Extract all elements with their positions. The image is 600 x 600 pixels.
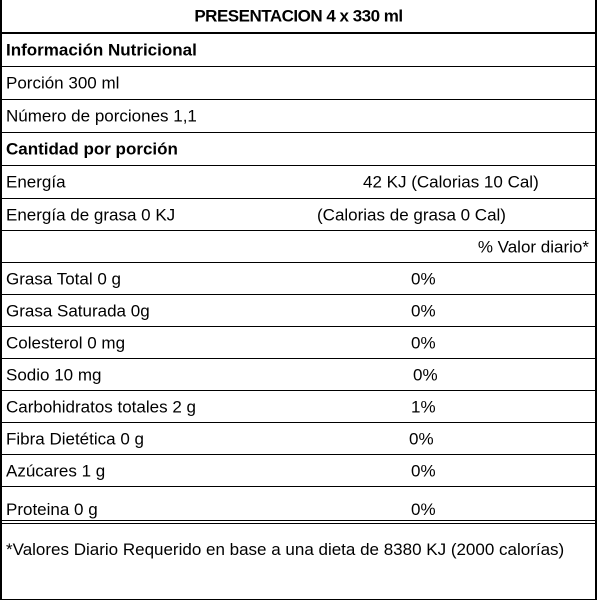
nutrient-row (2, 455, 595, 487)
num-portions-row (2, 100, 595, 133)
nutrient-row (2, 423, 595, 455)
energy-label: Energía (6, 172, 66, 192)
portion-text: Porción 300 ml (6, 73, 120, 93)
nutrient-daily-value: 1% (411, 397, 436, 416)
presentation-title-row (2, 0, 595, 34)
fat-energy-value: (Calorias de grasa 0 Cal) (317, 205, 506, 224)
nutrient-label: Sodio 10 mg (6, 365, 102, 384)
nutrient-row (2, 391, 595, 423)
nutrient-daily-value: 0% (411, 500, 436, 519)
fat-energy-label: Energía de grasa 0 KJ (6, 205, 176, 224)
nutrient-row (2, 295, 595, 327)
energy-value: 42 KJ (Calorias 10 Cal) (363, 172, 539, 192)
nutrient-label: Carbohidratos totales 2 g (6, 397, 196, 416)
nutrient-daily-value: 0% (411, 301, 436, 320)
amount-heading: Cantidad por porción (6, 139, 178, 159)
info-heading: Información Nutricional (6, 40, 197, 60)
nutrient-label: Colesterol 0 mg (6, 333, 126, 352)
nutrient-daily-value: 0% (411, 269, 436, 288)
presentation-title: PRESENTACION 4 x 330 ml (194, 6, 403, 26)
daily-value-header: % Valor diario* (477, 237, 589, 256)
info-heading-row (2, 34, 595, 67)
nutrient-daily-value: 0% (411, 333, 436, 352)
footnote: *Valores Diario Requerido en base a una dieta de 8380 KJ (2000 calorías) (2, 529, 595, 600)
nutrient-label: Grasa Total 0 g (6, 269, 121, 288)
nutrient-daily-value: 0% (409, 429, 434, 448)
nutrient-row (2, 487, 595, 524)
nutrient-daily-value: 0% (411, 461, 436, 480)
nutrient-daily-value: 0% (413, 365, 438, 384)
energy-row (2, 166, 595, 199)
nutrient-label: Azúcares 1 g (6, 461, 106, 480)
nutrient-label: Proteina 0 g (6, 500, 98, 519)
daily-value-header-row (2, 231, 595, 263)
nutrient-row (2, 327, 595, 359)
nutrient-label: Grasa Saturada 0g (6, 301, 150, 320)
nutrient-label: Fibra Dietética 0 g (6, 429, 144, 448)
fat-energy-row (2, 199, 595, 231)
portion-row (2, 67, 595, 100)
amount-heading-row (2, 133, 595, 166)
nutrient-row (2, 359, 595, 391)
num-portions-text: Número de porciones 1,1 (6, 106, 197, 126)
nutrient-row (2, 263, 595, 295)
